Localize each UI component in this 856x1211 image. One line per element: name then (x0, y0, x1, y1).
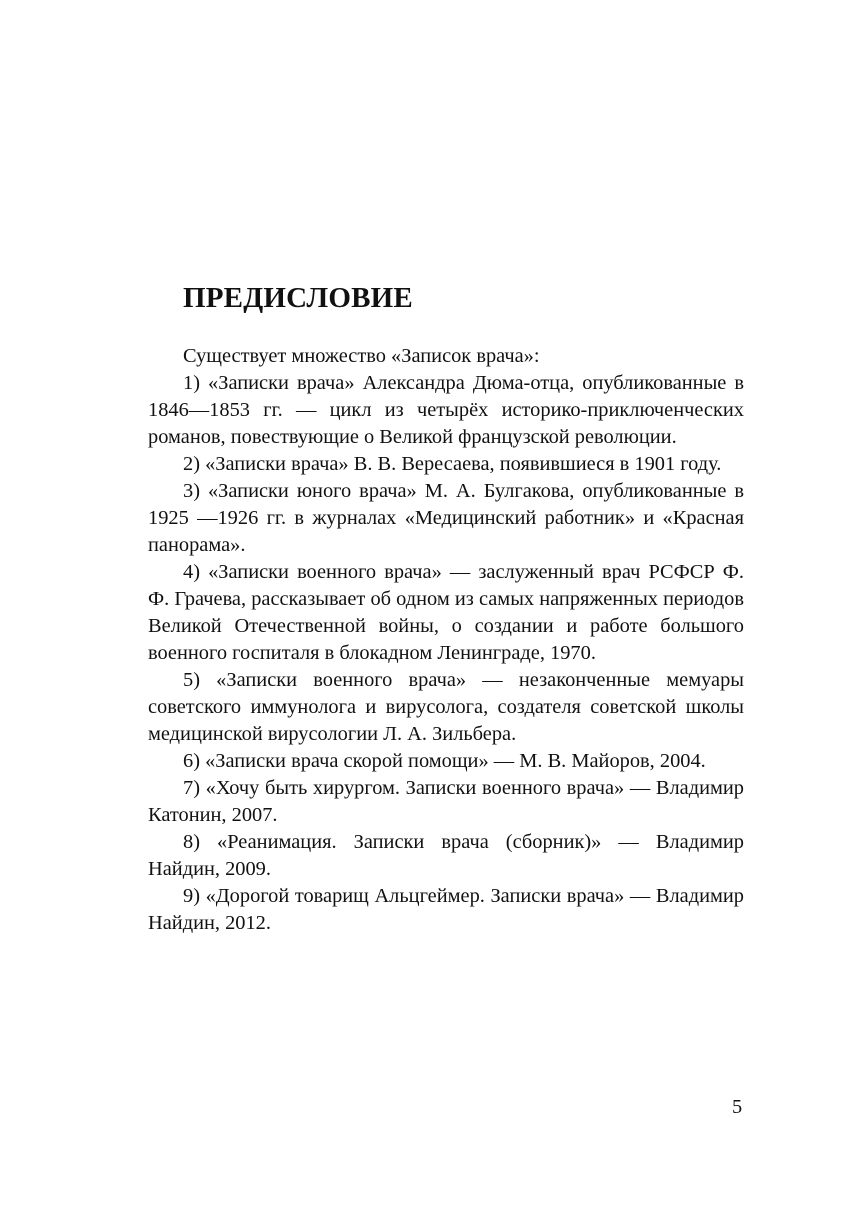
body-text (148, 343, 744, 937)
list-item: 6) «Записки врача скорой помощи» — М. В. Майоров, 2004. (183, 750, 706, 772)
page-title: ПРЕДИСЛОВИЕ (183, 282, 413, 314)
list-item: 1) «Записки врача» Александра Дюма-отца, опубликованные в 1846—1853 гг. — цикл из четырёх историко-приключенческих романов, повествующие о Великой французской революции. (148, 372, 744, 448)
list-item: 4) «Записки военного врача» — заслуженный врач РСФСР Ф. Ф. Грачева, рассказывает об одном из самых напряженных периодов Великой Отечественной войны, о создании и работе большого военного госпиталя в блокадном Ленинграде, 1970. (148, 561, 744, 664)
list-item: 7) «Хочу быть хирургом. Записки военного врача» — Владимир Катонин, 2007. (148, 777, 744, 826)
list-item: 8) «Реанимация. Записки врача (сборник)» — Владимир Найдин, 2009. (148, 831, 744, 880)
list-item: 2) «Записки врача» В. В. Вересаева, появившиеся в 1901 году. (183, 453, 722, 475)
page-number: 5 (732, 1096, 743, 1118)
list-item: 9) «Дорогой товарищ Альцгеймер. Записки врача» — Владимир Найдин, 2012. (148, 885, 744, 934)
list-item: 5) «Записки военного врача» — незаконченные мемуары советского иммунолога и вирусолога, создателя советской школы медицинской вирусологии Л. А. Зильбера. (148, 669, 744, 745)
intro-paragraph: Существует множество «Записок врача»: (183, 345, 540, 367)
list-item: 3) «Записки юного врача» М. А. Булгакова, опубликованные в 1925 —1926 гг. в журналах «Медицинский работник» и «Красная панорама». (148, 480, 744, 556)
